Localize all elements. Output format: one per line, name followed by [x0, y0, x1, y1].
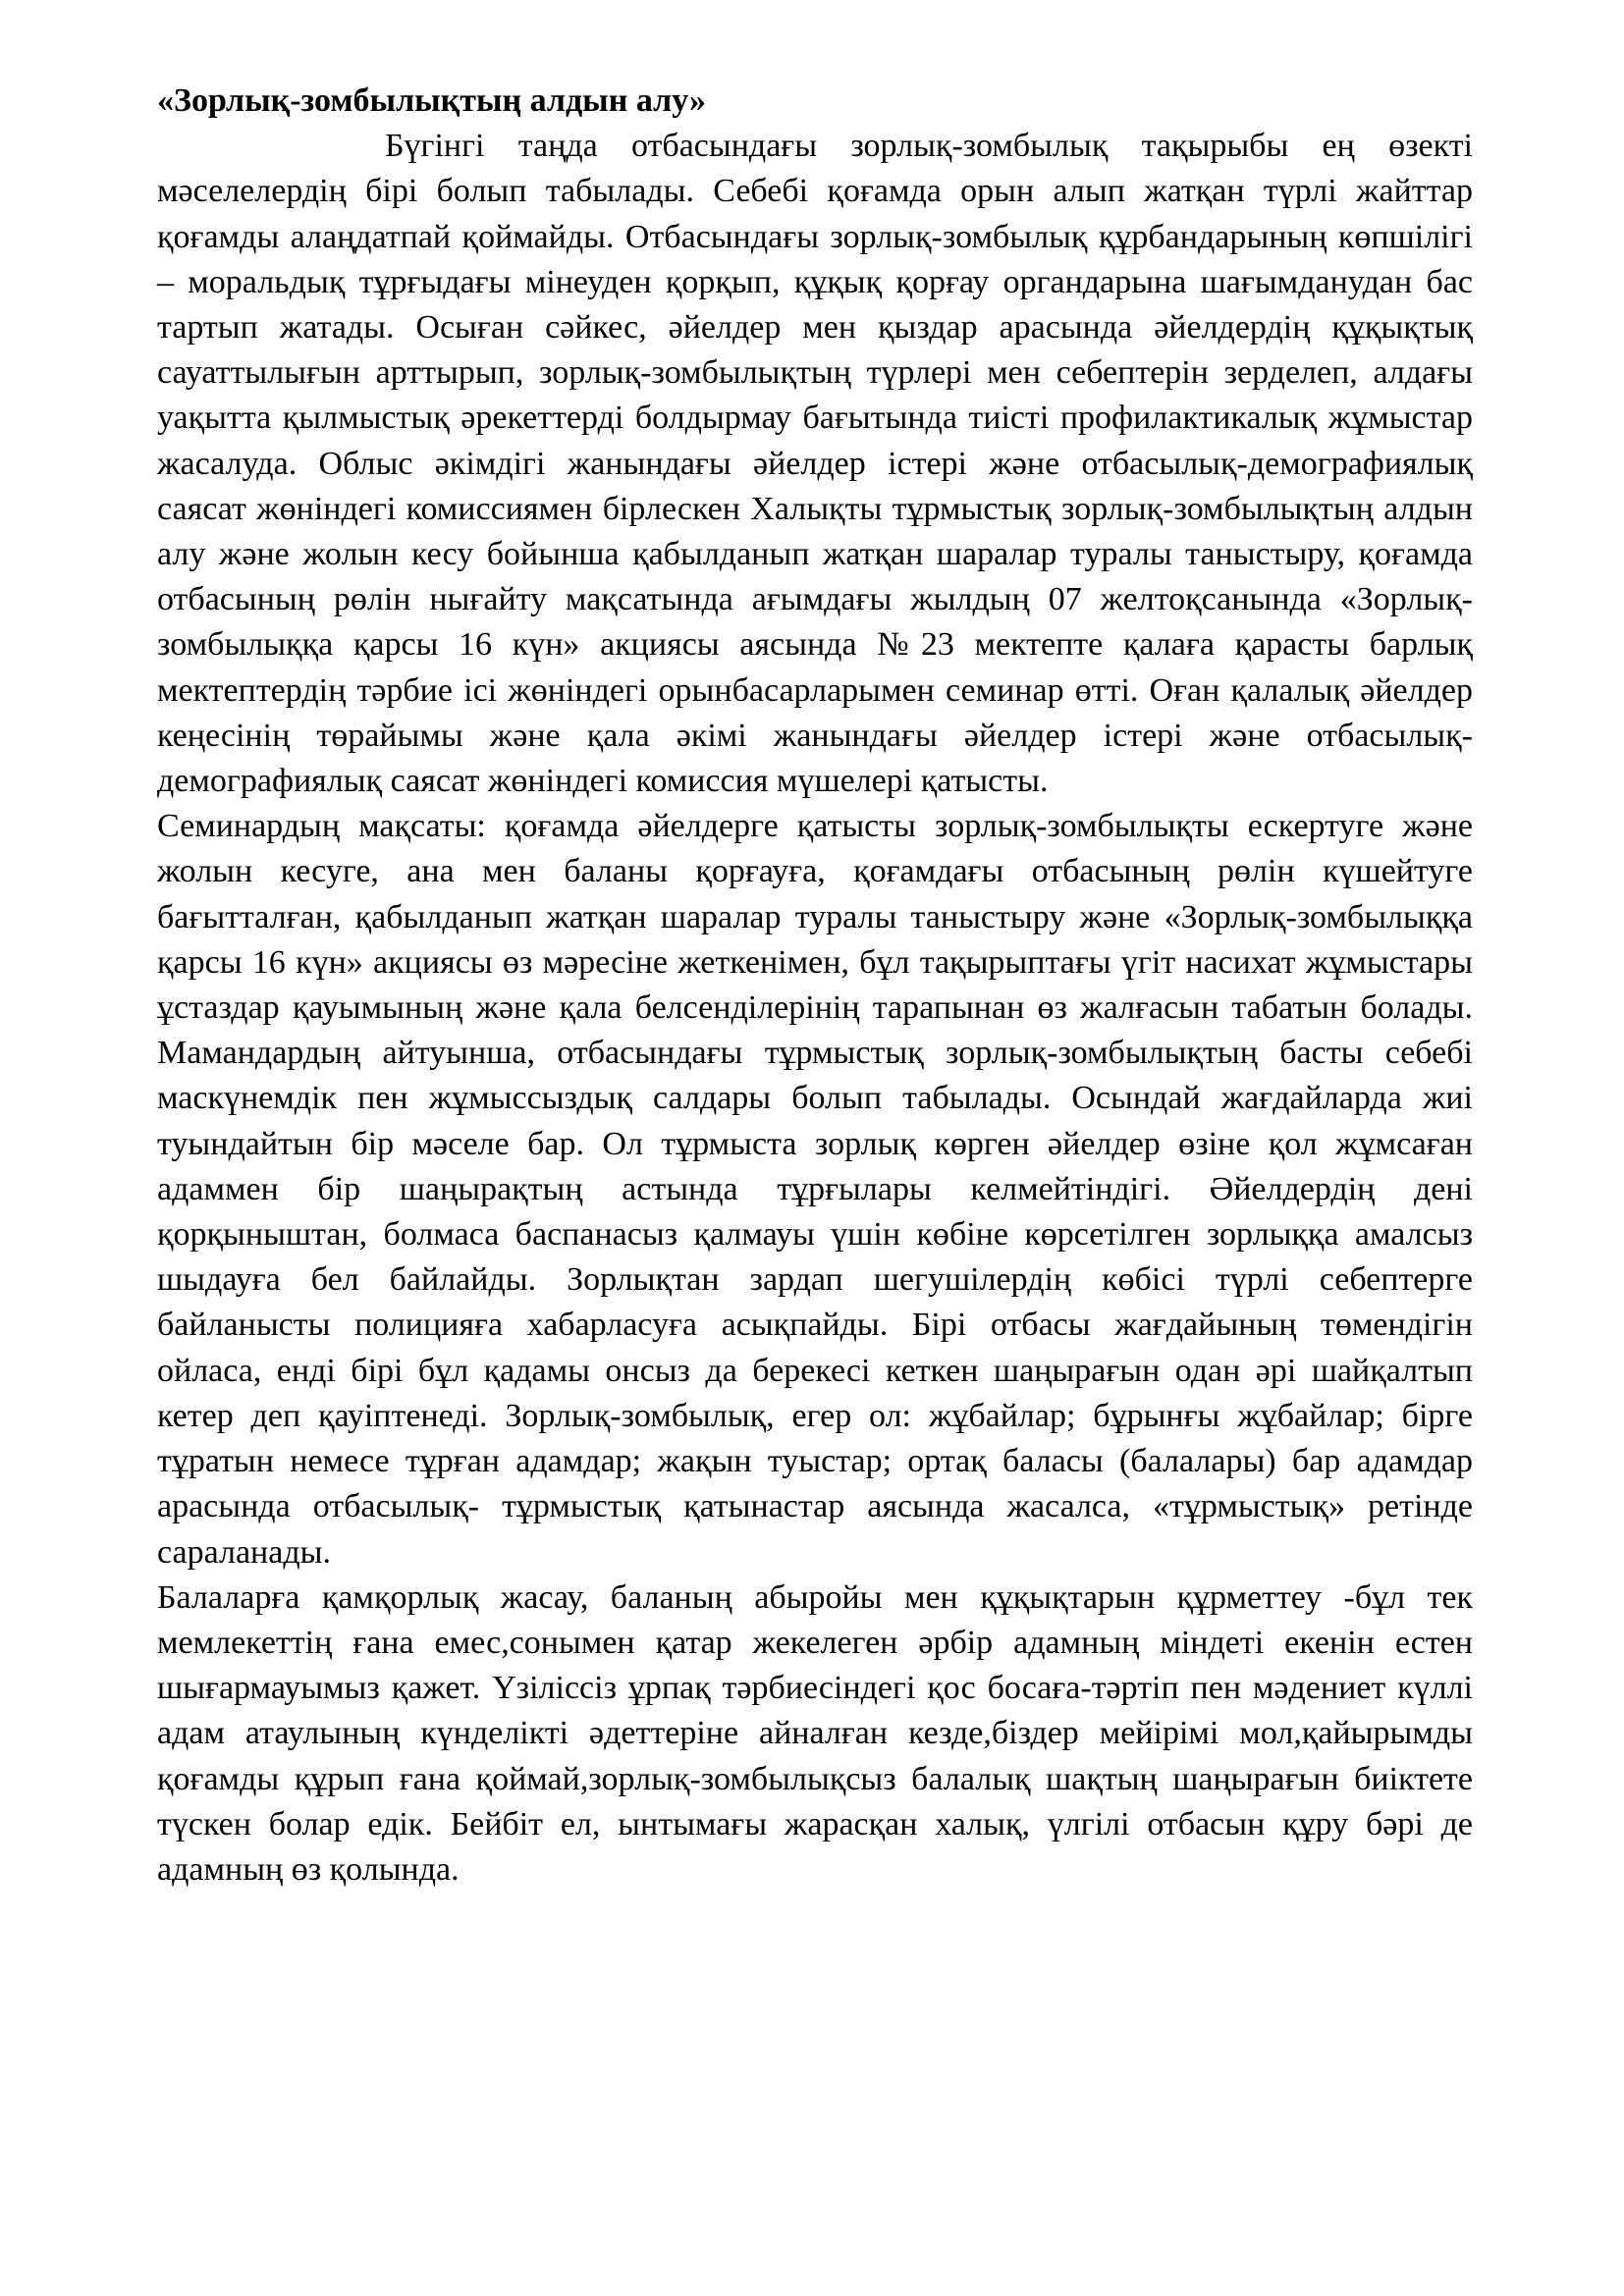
paragraph-seminar: Семинардың мақсаты: қоғамда әйелдерге қатысты зорлық-зомбылықты ескертуге және жолын кесуге, ана мен баланы қорғауға, қоғамдағы отбасының рөлін күшейтуге бағытталған, қабылданып жатқан шаралар туралы таныстыру және «Зорлық-зомбылыққа қарсы 16 күн» акциясы өз мәресіне жеткенімен, бұл тақырыптағы үгіт насихат жұмыстары ұстаздар қауымының және қала белсенділерінің тарапынан өз жалғасын табатын болады. Мамандардың айтуынша, отбасындағы тұрмыстық зорлық-зомбылықтың басты себебі маскүнемдік пен жұмыссыздық салдары болып табылады. Осындай жағдайларда жиі туындайтын бір мәселе бар. Ол тұрмыста зорлық көрген әйелдер өзіне қол жұмсаған адаммен бір шаңырақтың астында тұрғылары келмейтіндігі. Әйелдердің дені қорқыныштан, болмаса баспанасыз қалмауы үшін көбіне көрсетілген зорлыққа амалсыз шыдауға бел байлайды. Зорлықтан зардап шегушілердің көбісі түрлі себептерге байланысты полицияға хабарласуға асықпайды. Бірі отбасы жағдайының төмендігін ойласа, енді бірі бұл қадамы онсыз да берекесі кеткен шаңырағын одан әрі шайқалтып кетер деп қауіптенеді. Зорлық-зомбылық, егер ол: жұбайлар; бұрынғы жұбайлар; бірге тұратын немесе тұрған адамдар; жақын туыстар; ортақ баласы (балалары) бар адамдар арасында отбасылық- тұрмыстық қатынастар аясында жасалса, «тұрмыстық» ретінде сараланады. [157, 808, 1473, 1571]
document-title: «Зорлық-зомбылықтың алдын алу» [157, 82, 707, 119]
document-page [157, 79, 1473, 1893]
paragraph-intro: Бүгінгі таңда отбасындағы зорлық-зомбылық тақырыбы ең өзекті мәселелердің бірі болып табылады. Себебі қоғамда орын алып жатқан түрлі жайттар қоғамды алаңдатпай қоймайды. Отбасындағы зорлық-зомбылық құрбандарының көпшілігі – моральдық тұрғыдағы мінеуден қорқып, құқық қорғау органдарына шағымданудан бас тартып жатады. Осыған сәйкес, әйелдер мен қыздар арасында әйелдердің құқықтық сауаттылығын арттырып, зорлық-зомбылықтың түрлері мен себептерін зерделеп, алдағы уақытта қылмыстық әрекеттерді болдырмау бағытында тиісті профилактикалық жұмыстар жасалуда. Облыс әкімдігі жанындағы әйелдер істері және отбасылық-демографиялық саясат жөніндегі комиссиямен бірлескен Халықты тұрмыстық зорлық-зомбылықтың алдын алу және жолын кесу бойынша қабылданып жатқан шаралар туралы таныстыру, қоғамда отбасының рөлін нығайту мақсатында ағымдағы жылдың 07 желтоқсанында «Зорлық-зомбылыққа қарсы 16 күн» акциясы аясында №23 мектепте қалаға қарасты барлық мектептердің тәрбие ісі жөніндегі орынбасарларымен семинар өтті. Оған қалалық әйелдер кеңесінің төрайымы және қала әкімі жанындағы әйелдер істері және отбасылық-демографиялық саясат жөніндегі комиссия мүшелері қатысты. [157, 128, 1473, 800]
paragraph-children-care: Балаларға қамқорлық жасау, баланың абыройы мен құқықтарын құрметтеу -бұл тек мемлекеттің ғана емес,сонымен қатар жекелеген әрбір адамның міндеті екенін естен шығармауымыз қажет. Үзіліссіз ұрпақ тәрбиесіндегі қос босаға-тәртіп пен мәдениет күллі адам атаулының күнделікті әдеттеріне айналған кезде,біздер мейірімі мол,қайырымды қоғамды құрып ғана қоймай,зорлық-зомбылықсыз балалық шақтың шаңырағын биіктете түскен болар едік. Бейбіт ел, ынтымағы жарасқан халық, үлгілі отбасын құру бәрі де адамның өз қолында. [157, 1578, 1473, 1888]
